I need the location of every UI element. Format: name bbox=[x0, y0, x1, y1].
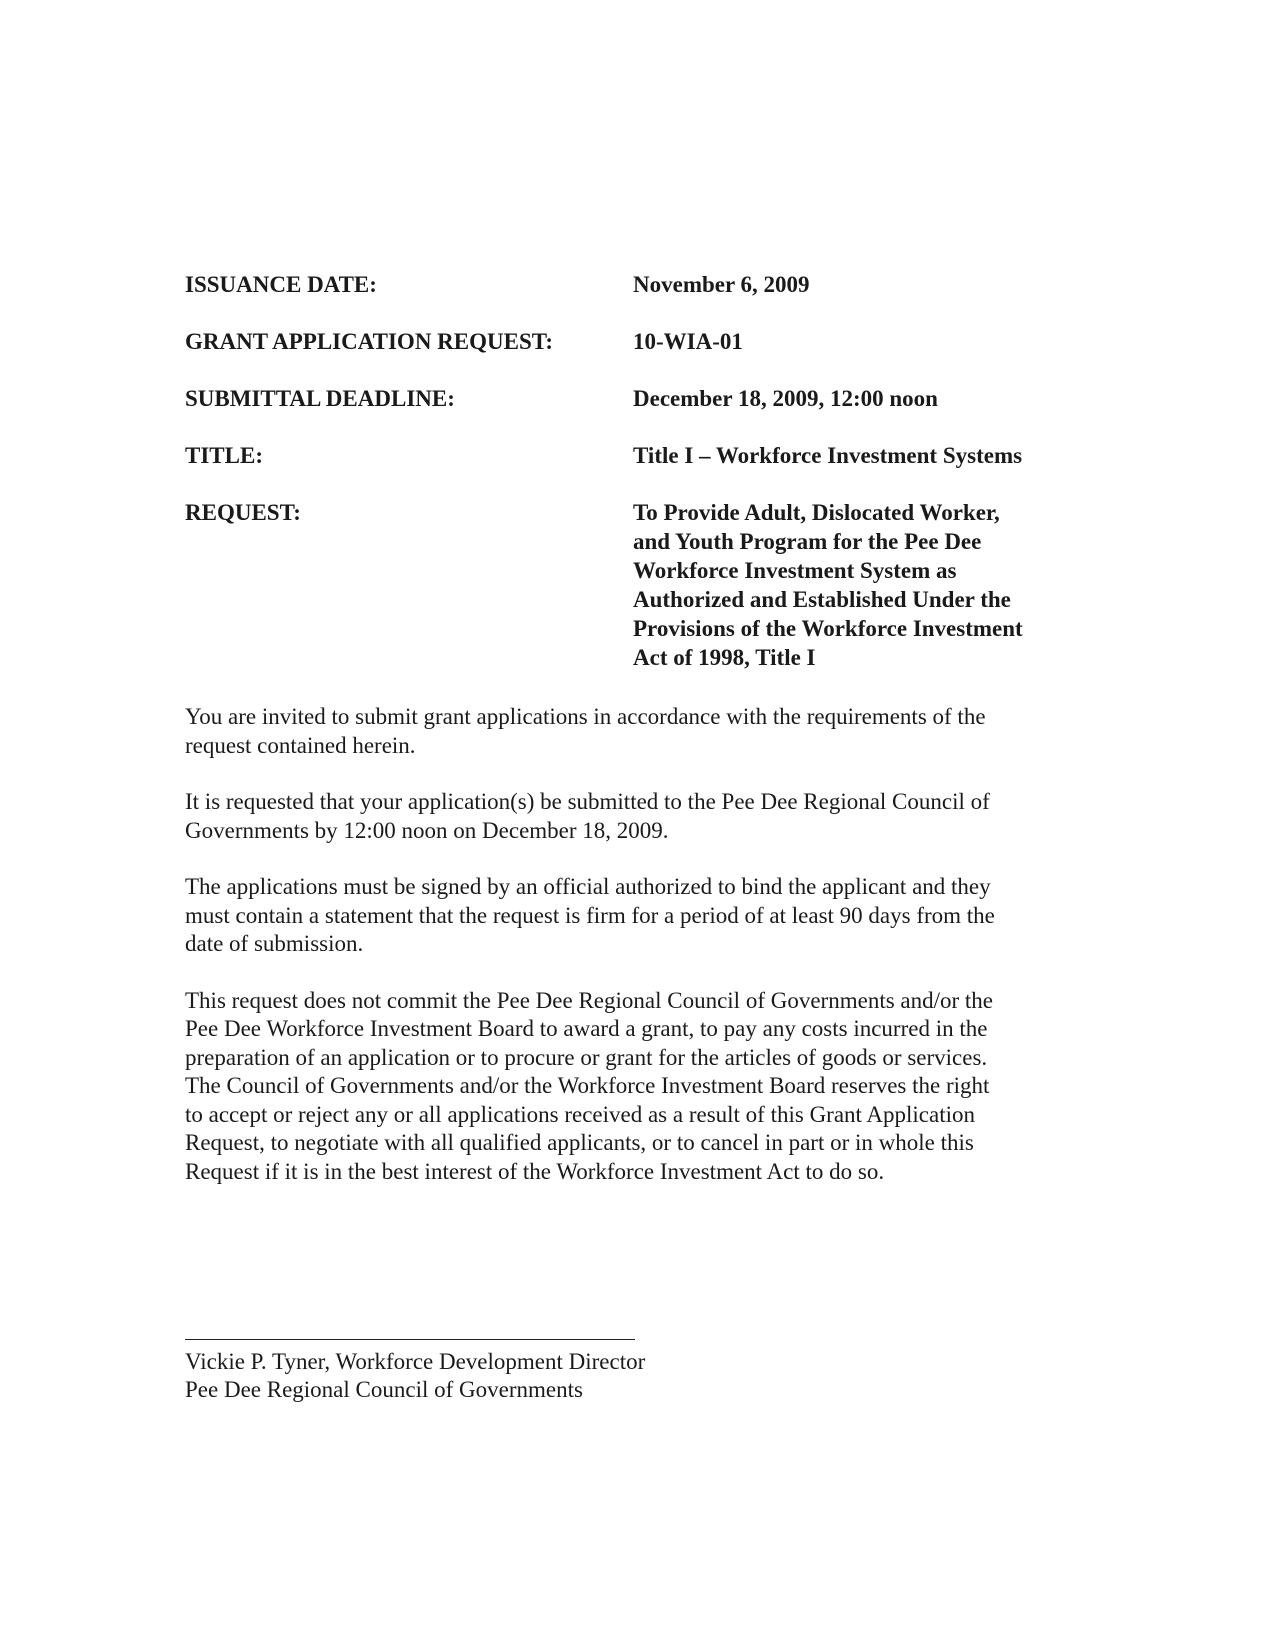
issuance-date-label: ISSUANCE DATE: bbox=[185, 272, 377, 297]
paragraph-line: The applications must be signed by an official authorized to bind the applicant and they bbox=[185, 874, 991, 899]
request-line: and Youth Program for the Pee Dee bbox=[633, 529, 982, 554]
issuance-date-value: November 6, 2009 bbox=[633, 272, 810, 297]
request-line: Authorized and Established Under the bbox=[633, 587, 1011, 612]
submittal-deadline-label: SUBMITTAL DEADLINE: bbox=[185, 386, 455, 411]
request-label: REQUEST: bbox=[185, 500, 301, 525]
letter-body bbox=[185, 703, 1085, 1214]
title-label: TITLE: bbox=[185, 443, 263, 468]
paragraph-line: must contain a statement that the request is firm for a period of at least 90 days from the bbox=[185, 902, 995, 928]
paragraph-line: request contained herein. bbox=[185, 732, 416, 758]
title-row bbox=[185, 441, 1085, 470]
request-line: To Provide Adult, Dislocated Worker, bbox=[633, 500, 1000, 525]
paragraph-line: preparation of an application or to procure or grant for the articles of goods or services. bbox=[185, 1044, 988, 1070]
paragraph-line: Request if it is in the best interest of the Workforce Investment Act to do so. bbox=[185, 1158, 885, 1184]
header-fields bbox=[185, 270, 1085, 700]
paragraph-line: Request, to negotiate with all qualified applicants, or to cancel in part or in whole this bbox=[185, 1130, 974, 1155]
paragraph-line: The Council of Governments and/or the Workforce Investment Board reserves the right bbox=[185, 1073, 990, 1098]
paragraph-line: Governments by 12:00 noon on December 18, 2009. bbox=[185, 817, 669, 843]
title-value: Title I – Workforce Investment Systems bbox=[633, 443, 1023, 468]
paragraph-disclaimer bbox=[185, 987, 1085, 1187]
request-row bbox=[185, 498, 1085, 672]
paragraph-invitation bbox=[185, 703, 1085, 760]
submittal-deadline-value: December 18, 2009, 12:00 noon bbox=[633, 386, 938, 411]
paragraph-line: to accept or reject any or all applications received as a result of this Grant Application bbox=[185, 1101, 976, 1127]
issuance-date-row bbox=[185, 270, 1085, 299]
request-value bbox=[633, 498, 1085, 672]
submittal-deadline-row bbox=[185, 384, 1085, 413]
grant-application-request-label: GRANT APPLICATION REQUEST: bbox=[185, 329, 554, 354]
request-line: Workforce Investment System as bbox=[633, 558, 957, 583]
paragraph-line: date of submission. bbox=[185, 931, 364, 956]
paragraph-submission bbox=[185, 788, 1085, 845]
signer-name-title: Vickie P. Tyner, Workforce Development Director bbox=[185, 1349, 646, 1374]
paragraph-line: Pee Dee Workforce Investment Board to award a grant, to pay any costs incurred in the bbox=[185, 1016, 988, 1041]
signer-organization: Pee Dee Regional Council of Governments bbox=[185, 1377, 583, 1402]
request-line: Act of 1998, Title I bbox=[633, 645, 816, 670]
signature-text bbox=[185, 1348, 885, 1404]
grant-application-request-value: 10-WIA-01 bbox=[633, 329, 743, 354]
paragraph-line: It is requested that your application(s) be submitted to the Pee Dee Regional Council of bbox=[185, 789, 990, 814]
signature-block bbox=[185, 1325, 885, 1404]
grant-application-request-row bbox=[185, 327, 1085, 356]
paragraph-signing bbox=[185, 873, 1085, 959]
paragraph-line: You are invited to submit grant applications in accordance with the requirements of the bbox=[185, 704, 986, 729]
signature-line bbox=[185, 1325, 635, 1340]
request-line: Provisions of the Workforce Investment bbox=[633, 616, 1023, 641]
paragraph-line: This request does not commit the Pee Dee Regional Council of Governments and/or the bbox=[185, 987, 994, 1013]
